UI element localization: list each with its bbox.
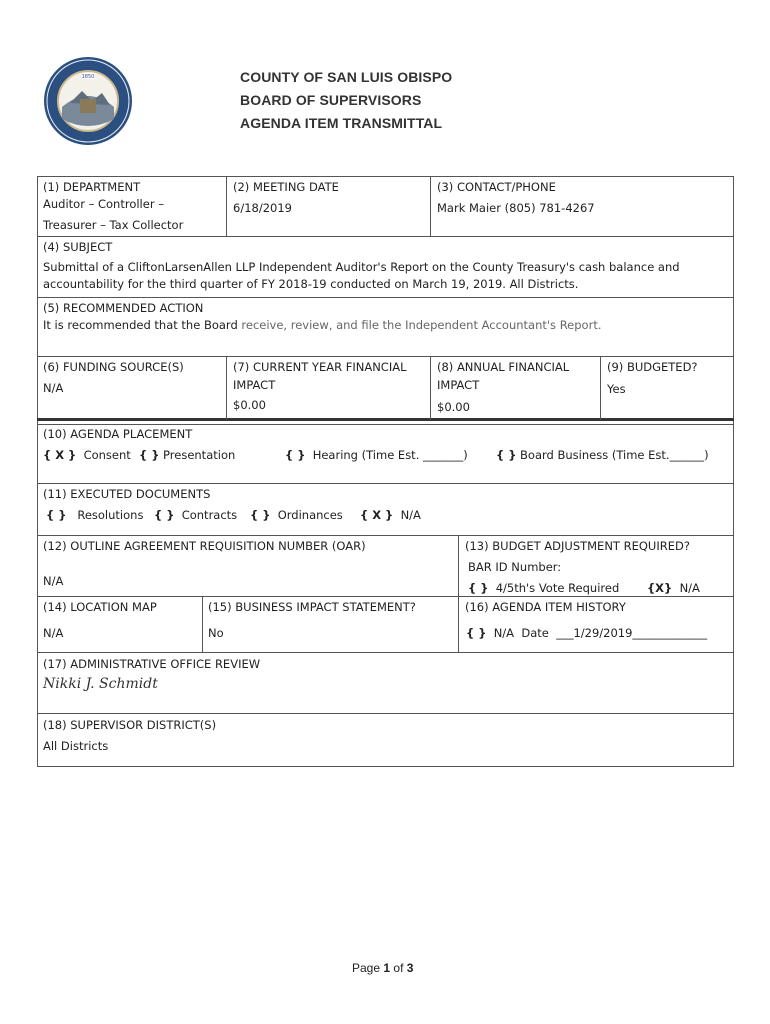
page-word: Page — [352, 961, 381, 975]
budget-adjustment-label: (13) BUDGET ADJUSTMENT REQUIRED? — [465, 539, 690, 553]
page-number — [352, 961, 413, 975]
consent-option — [43, 448, 131, 463]
presentation-option — [139, 448, 235, 463]
subject-text-line1: Submittal of a CliftonLarsenAllen LLP Independent Auditor's Report on the County Treasury's cash balance and — [43, 260, 680, 274]
vote-required-label: 4/5th's Vote Required — [495, 581, 620, 595]
oar-label: (12) OUTLINE AGREEMENT REQUISITION NUMBER (OAR) — [43, 539, 366, 553]
header-county: COUNTY OF SAN LUIS OBISPO — [240, 69, 453, 85]
supervisor-district-label: (18) SUPERVISOR DISTRICT(S) — [43, 718, 217, 732]
recommended-action-lead: It is recommended that the Board — [43, 318, 238, 332]
bar-id-label: BAR ID Number: — [468, 560, 562, 574]
contracts-option — [154, 508, 237, 523]
presentation-label: Presentation — [163, 448, 236, 462]
oar-value: N/A — [43, 574, 64, 588]
recommended-action-label: (5) RECOMMENDED ACTION — [43, 301, 204, 315]
history-na-checkbox[interactable]: { } — [466, 626, 487, 640]
executed-documents-label: (11) EXECUTED DOCUMENTS — [43, 487, 211, 501]
location-map-label: (14) LOCATION MAP — [43, 600, 157, 614]
board-business-option — [496, 448, 709, 463]
header-title: AGENDA ITEM TRANSMITTAL — [240, 115, 443, 131]
department-value-line1: Auditor – Controller – — [43, 197, 164, 211]
department-value-line2: Treasurer – Tax Collector — [43, 218, 184, 232]
consent-checkbox[interactable]: { X } — [43, 448, 77, 462]
funding-source-label: (6) FUNDING SOURCE(S) — [43, 360, 184, 374]
budgeted-value: Yes — [607, 382, 626, 396]
business-impact-value: No — [208, 626, 224, 640]
admin-review-label: (17) ADMINISTRATIVE OFFICE REVIEW — [43, 657, 261, 671]
hearing-label: Hearing (Time Est. _______) — [312, 448, 468, 462]
agenda-history-entry — [466, 626, 707, 641]
current-year-impact-value: $0.00 — [233, 398, 266, 412]
budgeted-label: (9) BUDGETED? — [607, 360, 698, 374]
funding-source-value: N/A — [43, 381, 64, 395]
ordinances-label: Ordinances — [277, 508, 343, 522]
subject-label: (4) SUBJECT — [43, 240, 113, 254]
documents-na-label: N/A — [400, 508, 421, 522]
annual-impact-label-2: IMPACT — [437, 378, 480, 392]
history-date-value: ___1/29/2019_____________ — [556, 626, 708, 640]
agenda-history-label: (16) AGENDA ITEM HISTORY — [465, 600, 626, 614]
page-current: 1 — [383, 961, 391, 975]
agenda-placement-label: (10) AGENDA PLACEMENT — [43, 427, 193, 441]
resolutions-option — [46, 508, 143, 523]
board-business-checkbox[interactable]: { } — [496, 448, 517, 462]
current-year-impact-label: (7) CURRENT YEAR FINANCIAL — [233, 360, 407, 374]
contracts-label: Contracts — [181, 508, 238, 522]
budget-na-option — [647, 581, 700, 596]
budget-na-checkbox[interactable]: {X} — [647, 581, 673, 595]
history-na-label: N/A — [493, 626, 515, 640]
business-impact-label: (15) BUSINESS IMPACT STATEMENT? — [208, 600, 416, 614]
recommended-action-text — [43, 318, 601, 333]
contact-phone-label: (3) CONTACT/PHONE — [437, 180, 556, 194]
consent-label: Consent — [83, 448, 131, 462]
page-of: of — [393, 961, 404, 975]
department-label: (1) DEPARTMENT — [43, 180, 141, 194]
vote-required-option — [468, 581, 619, 596]
meeting-date-label: (2) MEETING DATE — [233, 180, 339, 194]
county-seal-logo — [42, 55, 134, 147]
meeting-date-value: 6/18/2019 — [233, 201, 292, 215]
page-total: 3 — [406, 961, 414, 975]
supervisor-district-value: All Districts — [43, 739, 109, 753]
vote-required-checkbox[interactable]: { } — [468, 581, 489, 595]
admin-review-signature: Nikki J. Schmidt — [43, 676, 158, 692]
contact-phone-value: Mark Maier (805) 781-4267 — [437, 201, 595, 215]
resolutions-label: Resolutions — [77, 508, 144, 522]
header-board: BOARD OF SUPERVISORS — [240, 92, 422, 108]
budget-na-label: N/A — [679, 581, 700, 595]
annual-impact-value: $0.00 — [437, 400, 470, 414]
history-date-label: Date — [521, 626, 549, 640]
ordinances-option — [250, 508, 343, 523]
resolutions-checkbox[interactable]: { } — [46, 508, 67, 522]
contracts-checkbox[interactable]: { } — [154, 508, 175, 522]
seal-year: 1850 — [81, 74, 95, 80]
annual-impact-label: (8) ANNUAL FINANCIAL — [437, 360, 570, 374]
documents-na-checkbox[interactable]: { X } — [360, 508, 394, 522]
board-business-label: Board Business (Time Est.______) — [520, 448, 709, 462]
documents-na-option — [360, 508, 421, 523]
ordinances-checkbox[interactable]: { } — [250, 508, 271, 522]
current-year-impact-label-2: IMPACT — [233, 378, 276, 392]
hearing-checkbox[interactable]: { } — [285, 448, 306, 462]
location-map-value: N/A — [43, 626, 64, 640]
recommended-action-rest: receive, review, and file the Independent Accountant's Report. — [237, 318, 602, 332]
presentation-checkbox[interactable]: { } — [139, 448, 160, 462]
subject-text-line2: accountability for the third quarter of FY 2018-19 conducted on March 19, 2019. All Districts. — [43, 277, 579, 291]
hearing-option — [285, 448, 468, 463]
